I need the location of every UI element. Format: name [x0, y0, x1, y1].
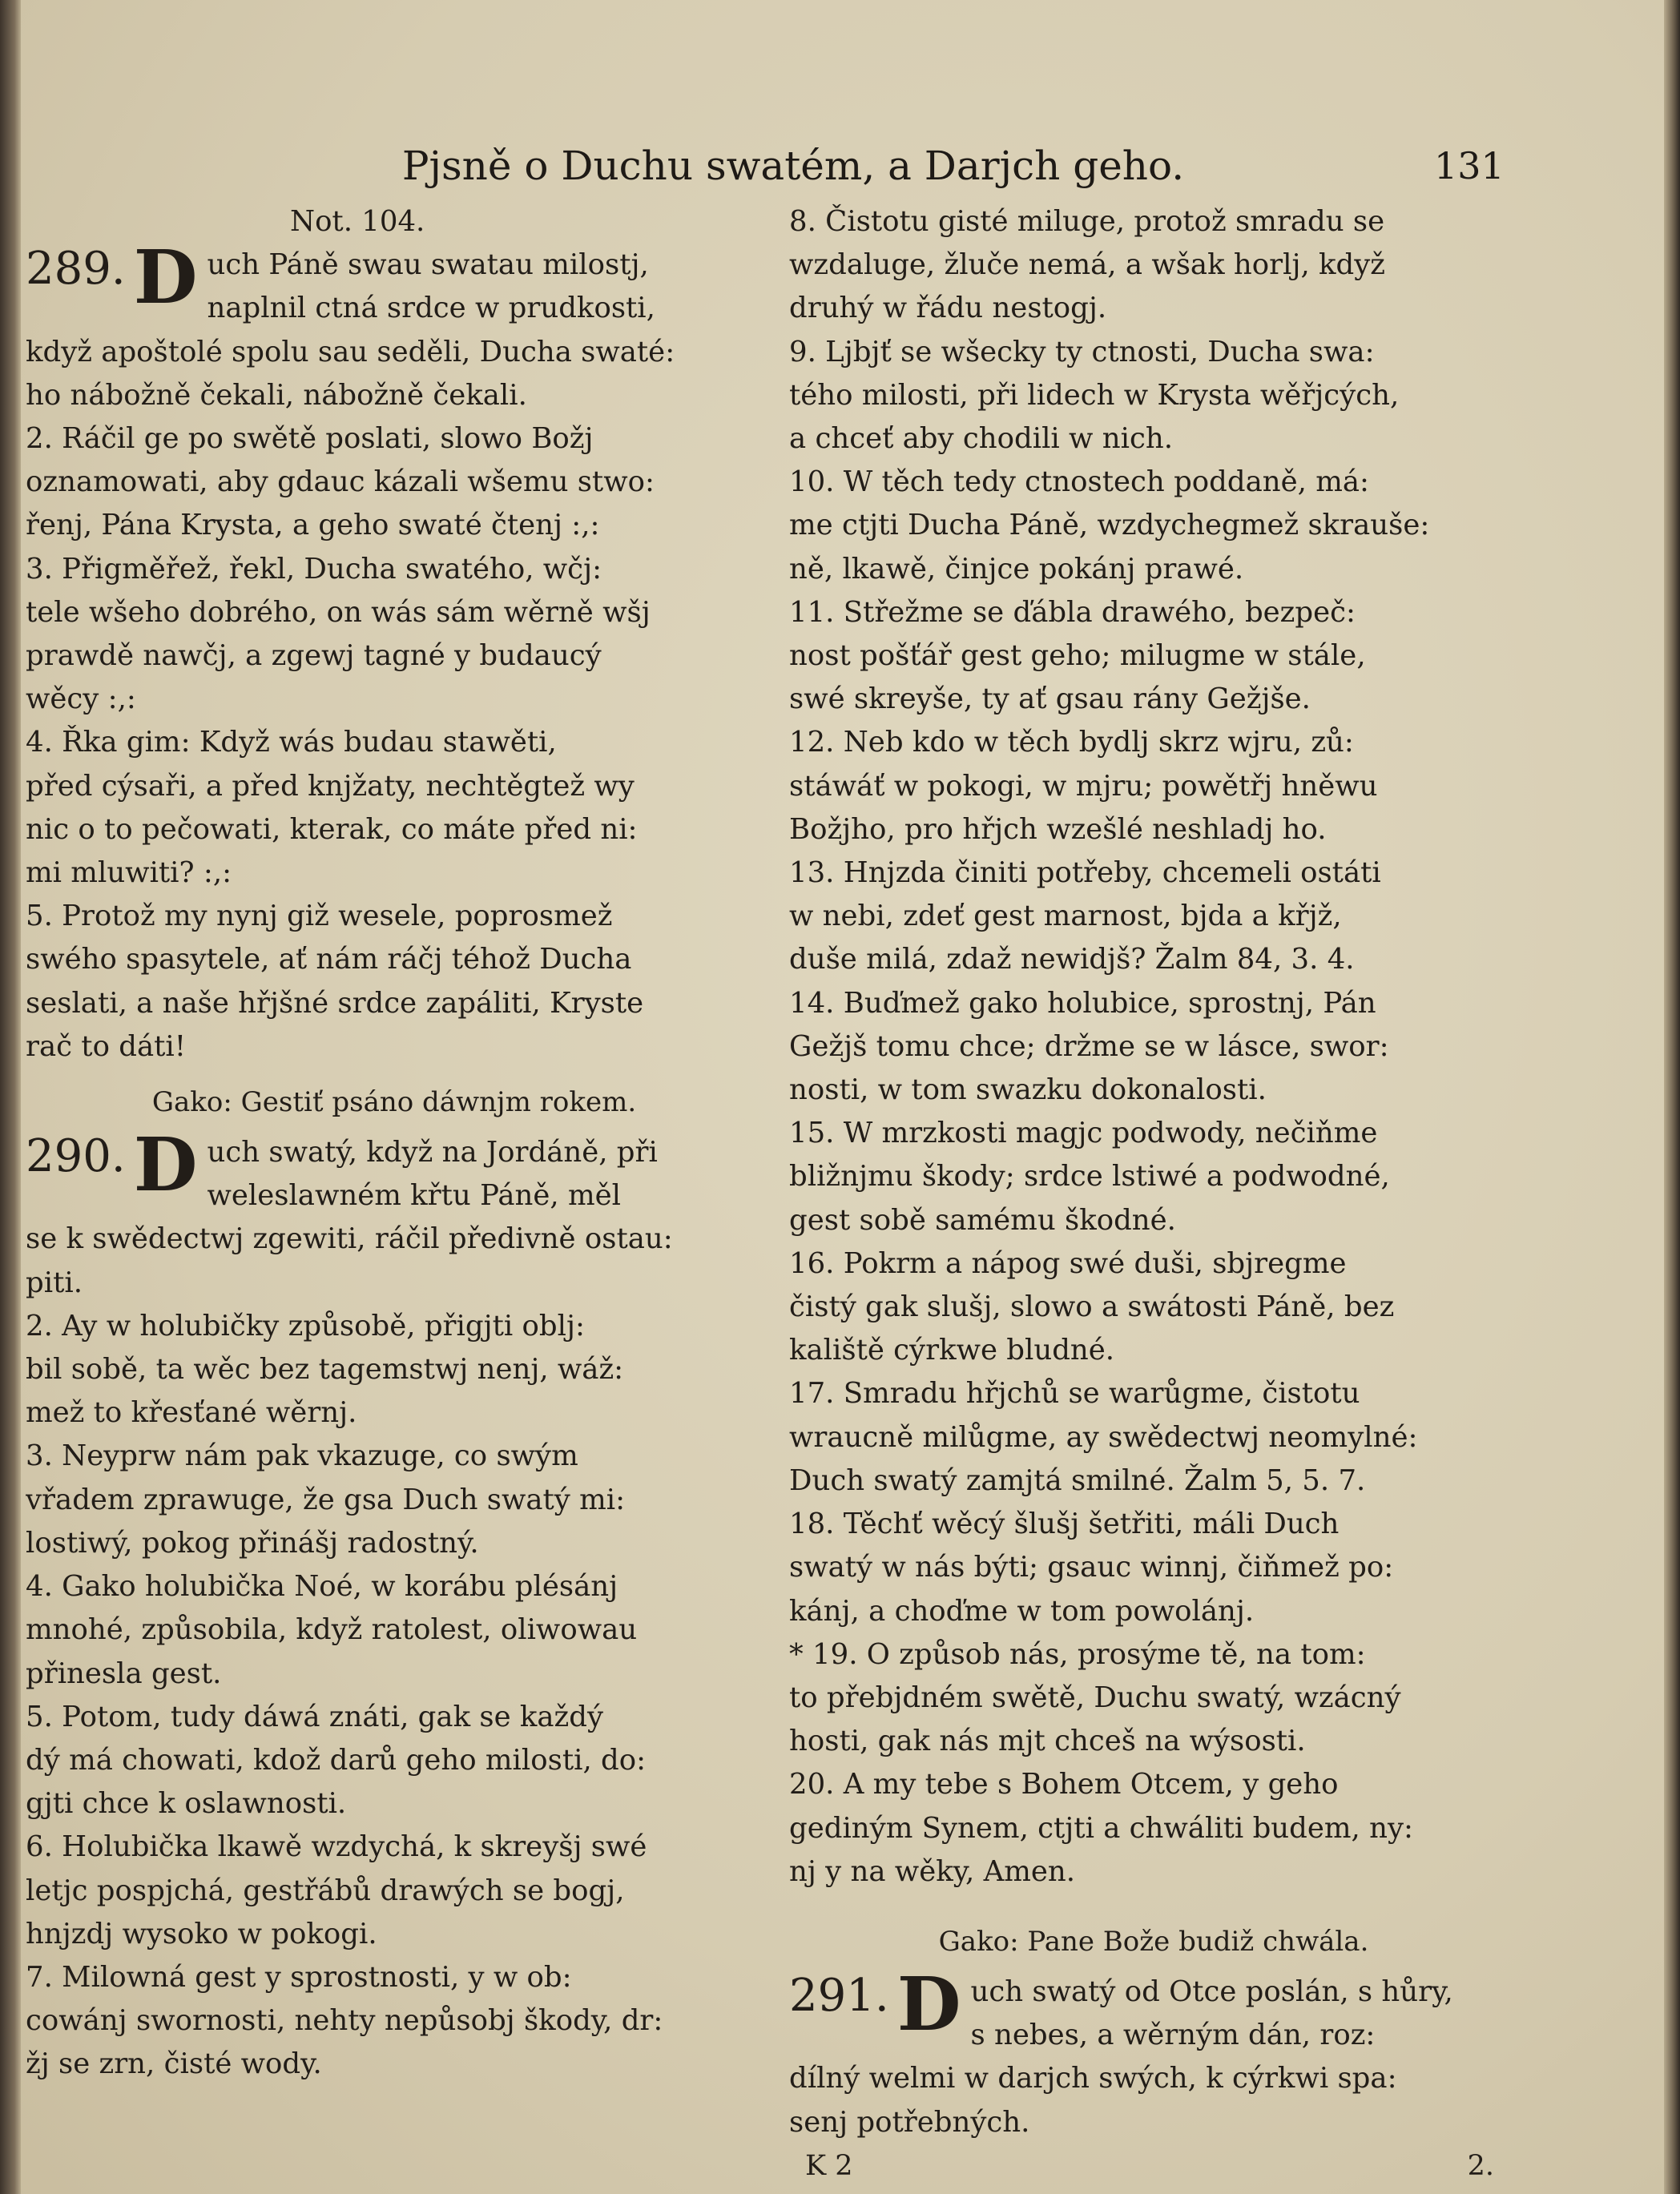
hymn-opening-lines	[207, 1131, 763, 1218]
text-line: 18. Těchť wěcý šlušj šetřiti, máli Duch	[789, 1508, 1340, 1541]
text-line: dý má chowati, kdož darů geho milosti, do:	[26, 1743, 647, 1777]
text-line: uch Páně swau swatau milostj,	[207, 248, 649, 282]
page-edge	[1664, 0, 1680, 2194]
text-line: 12. Neb kdo w těch bydlj skrz wjru, zů:	[789, 726, 1354, 759]
text-line: 15. W mrzkosti magjc podwody, nečiňme	[789, 1117, 1378, 1150]
text-line: nj y na wěky, Amen.	[789, 1854, 1076, 1888]
hymn-290-body	[26, 1218, 763, 2086]
text-line: a chceť aby chodili w nich.	[789, 422, 1173, 456]
text-line: hnjzdj wysoko w pokogi.	[26, 1917, 377, 1950]
hymn-289-opening	[26, 234, 763, 330]
text-line: gest sobě samému škodné.	[789, 1203, 1176, 1237]
hymn-290-continued	[789, 200, 1518, 1894]
text-line: swé skreyše, ty ať gsau rány Gežjše.	[789, 682, 1311, 716]
page-footer	[789, 2144, 1518, 2188]
text-line: nic o to pečowati, kterak, co máte před ni:	[26, 812, 638, 846]
text-line: čistý gak slušj, slowo a swátosti Páně, bez	[789, 1290, 1395, 1324]
text-line: rač to dáti!	[26, 1029, 186, 1063]
text-line: Duch swatý zamjtá smilné. Žalm 5, 5. 7.	[789, 1463, 1366, 1497]
drop-cap: D	[133, 1121, 198, 1209]
text-line: vřadem zprawuge, že gsa Duch swatý mi:	[26, 1483, 626, 1516]
text-line: 2. Ráčil ge po swětě poslati, slowo Božj	[26, 422, 594, 456]
text-line: druhý w řádu nestogj.	[789, 292, 1107, 325]
text-line: to přebjdném swětě, Duchu swatý, wzácný	[789, 1681, 1401, 1714]
text-line: me ctjti Ducha Páně, wzdychegmež skrauše:	[789, 509, 1430, 542]
text-line: 11. Střežme se ďábla drawého, bezpeč:	[789, 595, 1356, 629]
tune-heading: Gako: Pane Bože budiž chwála.	[938, 1925, 1369, 1958]
text-line: bližnjmu škody; srdce lstiwé a podwodné,	[789, 1160, 1390, 1194]
note-line: Not. 104.	[290, 205, 425, 238]
text-line: když apoštolé spolu sau seděli, Ducha swaté:	[26, 335, 675, 368]
text-line: w nebi, zdeť gest marnost, bjda a křjž,	[789, 900, 1342, 933]
hymn-291-body	[789, 2057, 1518, 2144]
hymn-number: 291.	[789, 1969, 889, 2022]
text-line: 3. Přigměřež, řekl, Ducha swatého, wčj:	[26, 552, 602, 586]
text-line: 2. Ay w holubičky způsobě, přigjti oblj:	[26, 1309, 585, 1343]
text-line: hosti, gak nás mjt chceš na wýsosti.	[789, 1725, 1306, 1758]
text-line: weleslawném křtu Páně, měl	[207, 1179, 621, 1213]
text-line: 7. Milowná gest y sprostnosti, y w ob:	[26, 1960, 572, 1994]
hymn-290-opening	[26, 1121, 763, 1218]
page-number: 131	[1434, 144, 1505, 187]
catchword: 2.	[1467, 2149, 1494, 2182]
text-line: uch swatý, když na Jordáně, při	[207, 1136, 658, 1169]
text-line: naplnil ctná srdce w prudkosti,	[207, 292, 655, 325]
text-line: žj se zrn, čisté wody.	[26, 2047, 322, 2081]
hymn-opening-lines	[207, 244, 763, 330]
drop-cap: D	[896, 1960, 961, 2047]
text-line: seslati, a naše hřjšné srdce zapáliti, Kryste	[26, 986, 644, 1020]
text-line: * 19. O způsob nás, prosýme tě, na tom:	[789, 1637, 1366, 1671]
text-line: 8. Čistotu gisté miluge, protož smradu se	[789, 205, 1385, 238]
text-line: mnohé, způsobila, když ratolest, oliwowau	[26, 1613, 638, 1647]
left-column	[26, 200, 763, 2087]
text-line: stáwáť w pokogi, w mjru; powětřj hněwu	[789, 769, 1378, 803]
signature-mark: K 2	[805, 2149, 853, 2182]
text-line: ně, lkawě, činjce pokánj prawé.	[789, 552, 1244, 586]
hymn-opening-lines	[970, 1971, 1518, 2057]
text-line: Božjho, pro hřjch wzešlé neshladj ho.	[789, 812, 1327, 846]
text-line: 17. Smradu hřjchů se warůgme, čistotu	[789, 1377, 1360, 1411]
text-line: Gežjš tomu chce; držme se w lásce, swor:	[789, 1029, 1389, 1063]
text-line: piti.	[26, 1266, 83, 1299]
text-line: ho nábožně čekali, nábožně čekali.	[26, 378, 527, 412]
text-line: mi mluwiti? :,:	[26, 856, 232, 890]
text-line: před cýsaři, a před knjžaty, nechtěgtež wy	[26, 769, 635, 803]
text-line: 10. W těch tedy ctnostech poddaně, má:	[789, 465, 1370, 499]
text-line: swého spasytele, ať nám ráčj téhož Ducha	[26, 943, 632, 976]
text-line: tele wšeho dobrého, on wás sám wěrně wšj	[26, 595, 651, 629]
text-line: wzdaluge, žluče nemá, a wšak horlj, když	[789, 248, 1386, 282]
text-line: 13. Hnjzda činiti potřeby, chcemeli ostáti	[789, 856, 1381, 890]
text-line: oznamowati, aby gdauc kázali wšemu stwo:	[26, 465, 655, 499]
text-line: tého milosti, při lidech w Krysta wěřjcých,	[789, 378, 1400, 412]
text-line: 20. A my tebe s Bohem Otcem, y geho	[789, 1768, 1339, 1801]
text-line: gjti chce k oslawnosti.	[26, 1787, 347, 1821]
running-header: Pjsně o Duchu swatém, a Darjch geho.	[401, 143, 1185, 189]
hymn-291-opening	[789, 1960, 1518, 2057]
text-line: 4. Gako holubička Noé, w korábu plésánj	[26, 1570, 618, 1604]
text-line: prawdě nawčj, a zgewj tagné y budaucý	[26, 639, 602, 673]
hymn-number: 289.	[26, 243, 126, 296]
text-line: 16. Pokrm a nápog swé duši, sbjregme	[789, 1246, 1347, 1280]
text-line: přinesla gest.	[26, 1657, 222, 1690]
text-line: wraucně milůgme, ay swědectwj neomylné:	[789, 1420, 1418, 1454]
text-line: řenj, Pána Krysta, a geho swaté čtenj :,:	[26, 509, 600, 542]
text-line: nosti, w tom swazku dokonalosti.	[789, 1073, 1267, 1107]
text-line: gediným Synem, ctjti a chwáliti budem, ny:	[789, 1811, 1414, 1845]
binding-gutter	[0, 0, 21, 2194]
text-line: mež to křesťané wěrnj.	[26, 1396, 357, 1430]
text-line: lostiwý, pokog přinášj radostný.	[26, 1526, 479, 1560]
hymn-number: 290.	[26, 1130, 126, 1183]
text-line: 3. Neyprw nám pak vkazuge, co swým	[26, 1439, 578, 1473]
text-line: kánj, a choďme w tom powolánj.	[789, 1594, 1255, 1628]
text-line: nost pošťář gest geho; milugme w stále,	[789, 639, 1366, 673]
text-line: dílný welmi w darjch swých, k cýrkwi spa:	[789, 2062, 1397, 2095]
text-line: kaliště cýrkwe bludné.	[789, 1334, 1115, 1367]
text-line: s nebes, a wěrným dán, roz:	[970, 2019, 1376, 2052]
drop-cap: D	[133, 234, 198, 321]
text-line: 5. Protož my nynj giž wesele, poprosmež	[26, 900, 613, 933]
text-line: 6. Holubička lkawě wzdychá, k skreyšj swé	[26, 1830, 647, 1864]
tune-heading: Gako: Gestiť psáno dáwnjm rokem.	[151, 1086, 637, 1119]
text-line: se k swědectwj zgewiti, ráčil předivně ostau:	[26, 1222, 673, 1256]
text-line: 4. Řka gim: Když wás budau stawěti,	[26, 726, 557, 759]
text-line: duše milá, zdaž newidjš? Žalm 84, 3. 4.	[789, 943, 1355, 976]
text-line: letjc pospjchá, gestřábů drawých se bogj,	[26, 1874, 625, 1907]
text-line: 5. Potom, tudy dáwá znáti, gak se každý	[26, 1700, 604, 1733]
text-line: cowánj swornosti, nehty nepůsobj škody, dr:	[26, 2004, 663, 2038]
text-line: uch swatý od Otce poslán, s hůry,	[970, 1975, 1453, 2008]
right-column	[789, 200, 1518, 2188]
text-line: 14. Buďmež gako holubice, sprostnj, Pán	[789, 986, 1376, 1020]
text-line: bil sobě, ta wěc bez tagemstwj nenj, wáž:	[26, 1353, 624, 1387]
text-line: wěcy :,:	[26, 682, 136, 716]
text-line: swatý w nás býti; gsauc winnj, čiňmež po:	[789, 1551, 1394, 1584]
text-line: senj potřebných.	[789, 2105, 1030, 2139]
text-line: 9. Ljbjť se wšecky ty ctnosti, Ducha swa:	[789, 335, 1375, 368]
hymn-289-body	[26, 331, 763, 1069]
